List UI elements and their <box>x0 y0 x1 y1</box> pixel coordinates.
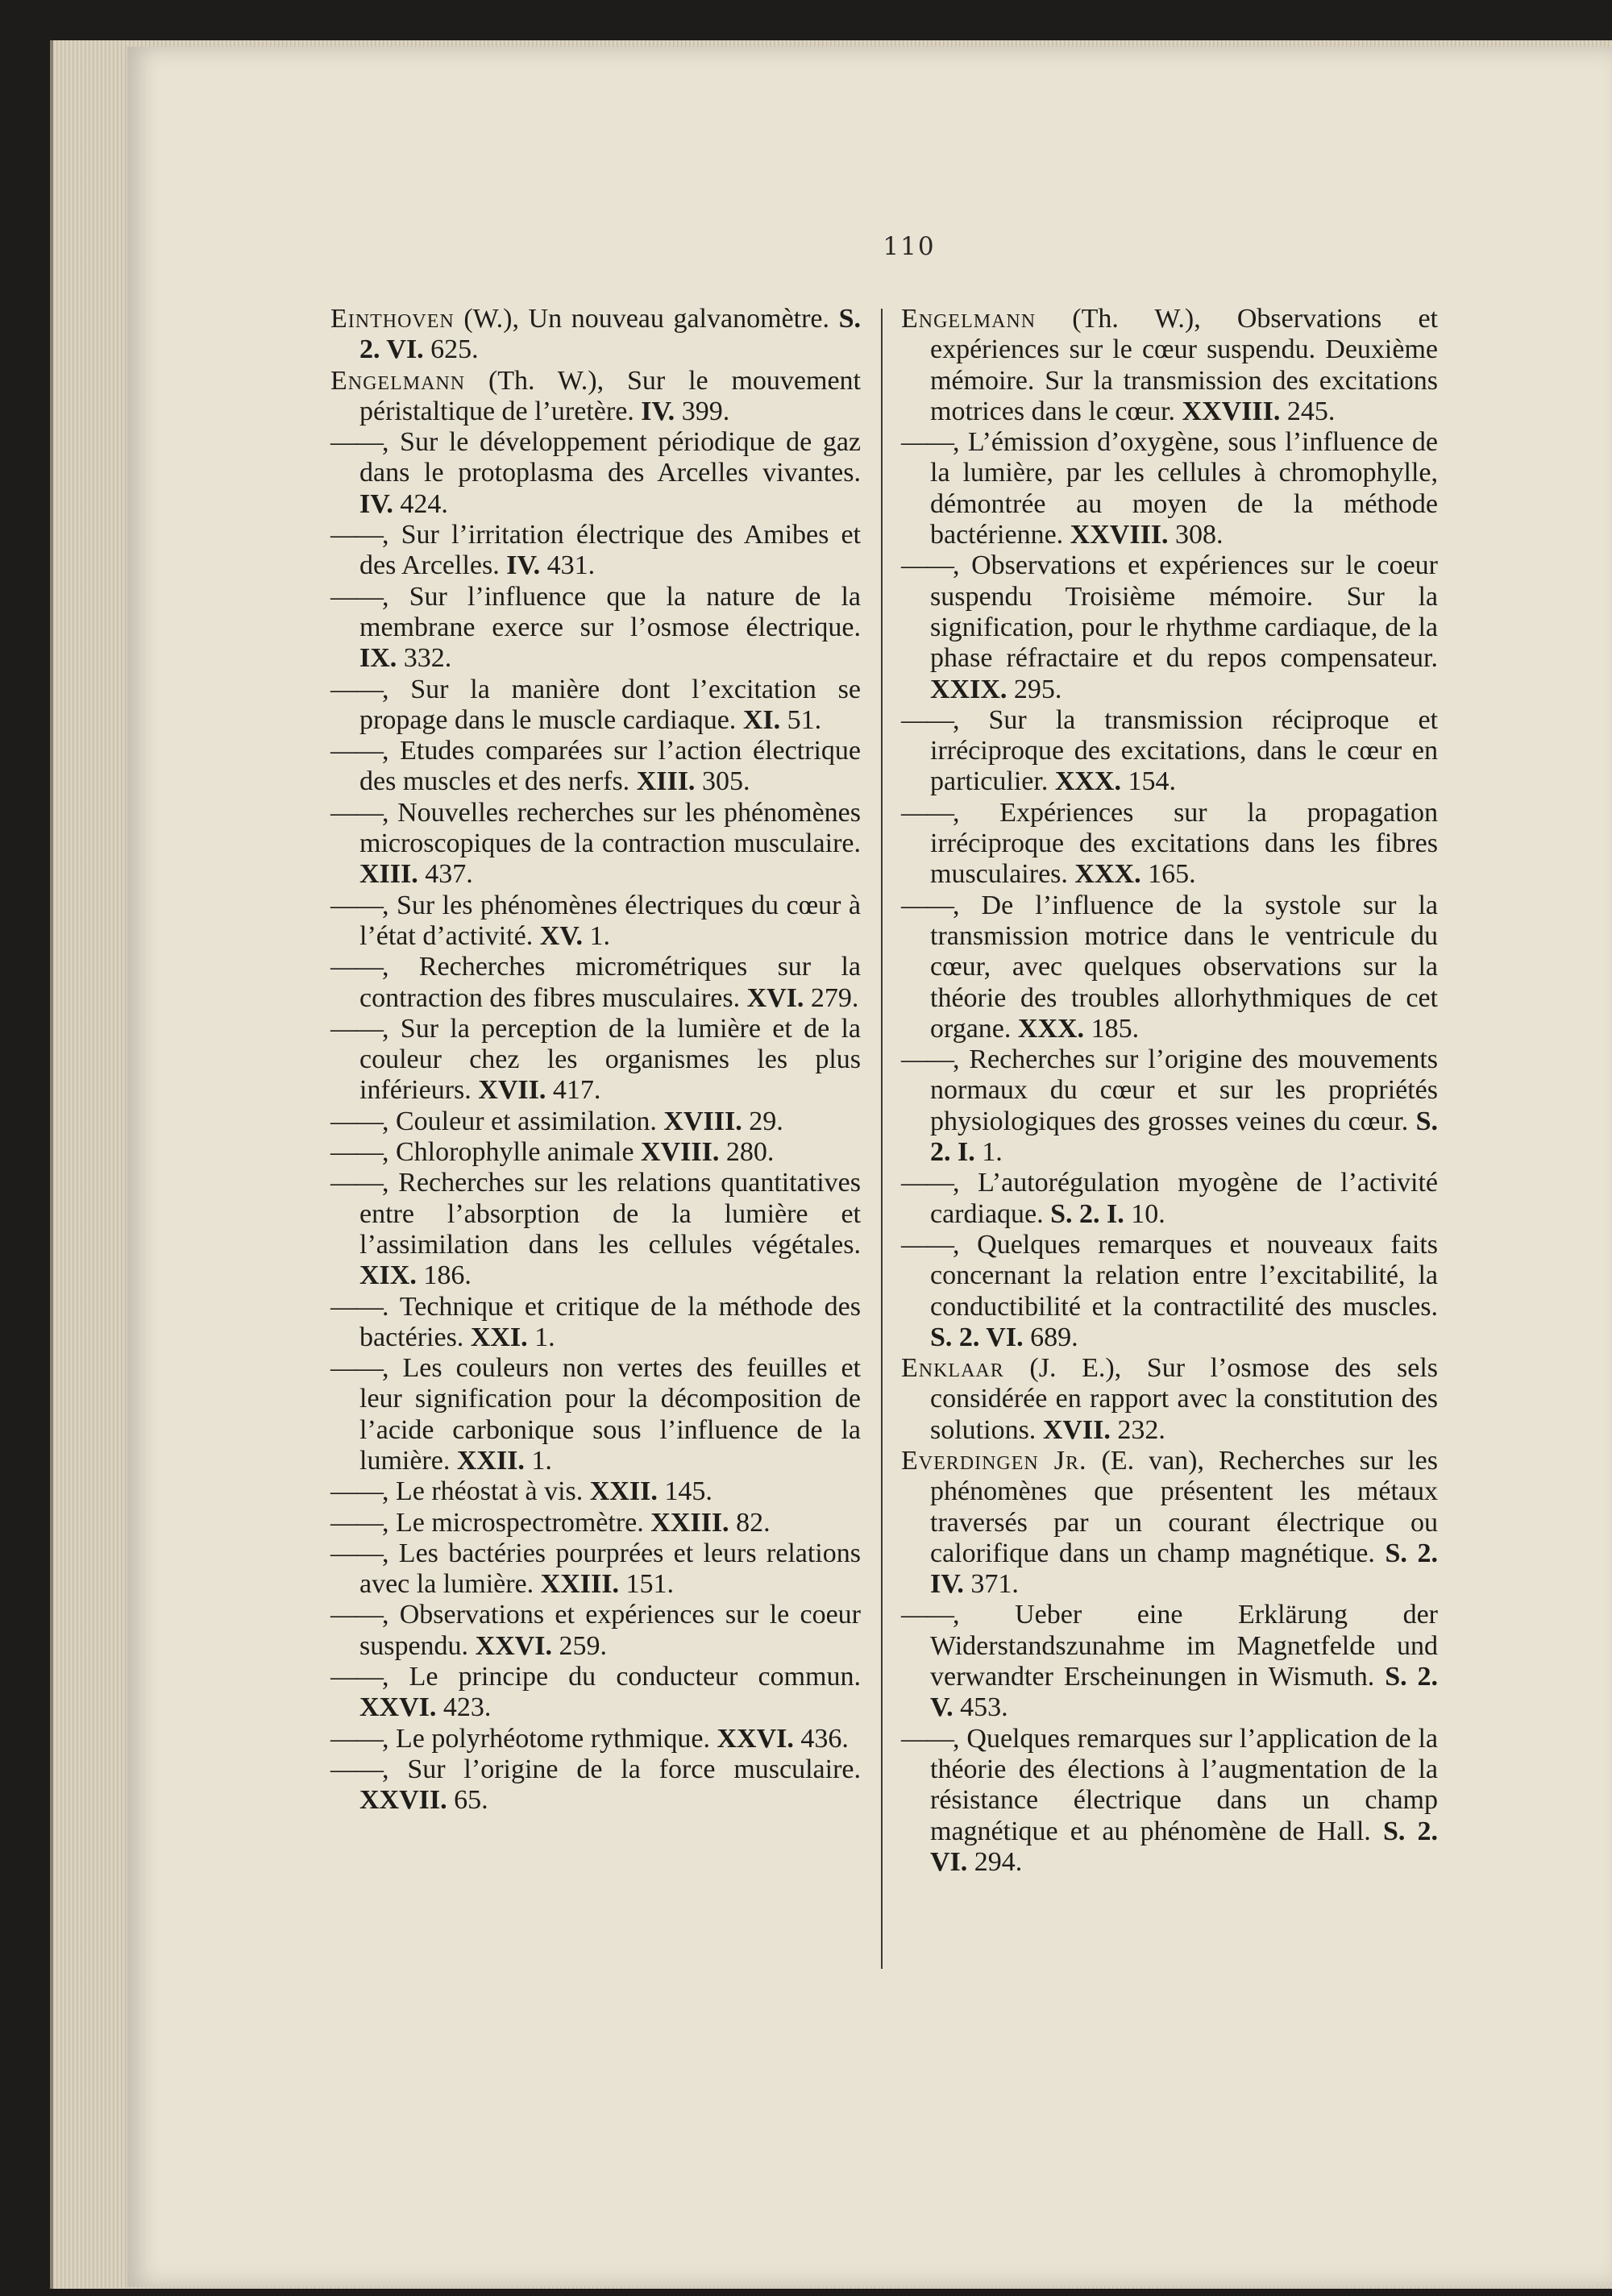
index-entry <box>901 1230 1438 1353</box>
page-reference: 245. <box>1280 396 1336 426</box>
page-reference: 305. <box>695 766 750 797</box>
ditto-dash: —— <box>330 1353 382 1384</box>
page-reference: 1. <box>974 1137 1003 1168</box>
index-column-left <box>330 304 861 1816</box>
entry-title: , Observations et expériences sur le coeur suspendu. <box>359 1600 861 1661</box>
entry-title: , Le rhéostat à vis. <box>382 1476 590 1507</box>
index-entry <box>330 1538 861 1601</box>
volume-reference: S. 2. IV. <box>930 1538 1438 1600</box>
volume-reference: XXII. <box>589 1476 658 1507</box>
volume-reference: XI. <box>742 704 781 735</box>
page-number: 110 <box>883 232 936 261</box>
index-column-right <box>901 304 1438 1878</box>
ditto-dash: —— <box>330 1106 382 1136</box>
volume-reference: XXVI. <box>475 1630 552 1661</box>
volume-reference: S. 2. I. <box>930 1106 1438 1168</box>
entry-title: , Le principe du conducteur commun. <box>382 1662 861 1692</box>
entry-title: , Recherches micrométriques sur la contraction des fibres musculaires. <box>359 952 861 1013</box>
page-reference: 185. <box>1084 1013 1140 1044</box>
author-name: Enklaar <box>901 1353 1004 1384</box>
entry-title: , Sur l’influence que la nature de la membrane exerce sur l’osmose électrique. <box>359 581 861 642</box>
page-reference: 294. <box>967 1846 1023 1877</box>
page-reference: 371. <box>963 1569 1019 1600</box>
entry-title: . Technique et critique de la méthode des bactéries. <box>359 1291 861 1352</box>
entry-title: , Recherches sur les relations quantitatives entre l’absorption de la lumière et l’assimilation dans les cellules végétales. <box>359 1168 861 1260</box>
page-reference: 280. <box>719 1137 775 1168</box>
volume-reference: IV. <box>641 396 675 426</box>
volume-reference: IV. <box>506 550 541 581</box>
index-entry <box>901 1446 1438 1600</box>
page-reference: 417. <box>546 1075 601 1106</box>
ditto-dash: —— <box>330 1013 382 1044</box>
page-reference: 1. <box>582 920 610 951</box>
volume-reference: S. 2. VI. <box>930 1816 1438 1877</box>
ditto-dash: —— <box>330 1507 382 1538</box>
page-reference: 232. <box>1110 1414 1165 1445</box>
page-reference: 399. <box>675 396 730 426</box>
author-name: Everdingen Jr. <box>901 1445 1087 1476</box>
entry-title: , Nouvelles recherches sur les phénomènes microscopiques de la contraction musculaire. <box>359 797 861 859</box>
ditto-dash: —— <box>901 1723 953 1754</box>
index-entry <box>330 736 861 798</box>
index-entry <box>330 675 861 737</box>
volume-reference: XXX. <box>1054 766 1121 797</box>
ditto-dash: —— <box>330 674 382 704</box>
volume-reference: IV. <box>359 488 393 519</box>
volume-reference: XXVI. <box>717 1723 794 1754</box>
entry-title: (Th. W.), Observations et expériences sur le cœur suspendu. Deuxième mémoire. Sur la transmission des excitations motrices dans le cœur. <box>930 304 1438 426</box>
volume-reference: XVI. <box>746 982 804 1013</box>
index-entry <box>330 1014 861 1106</box>
author-name: Engelmann <box>330 365 466 396</box>
ditto-dash: —— <box>330 1662 382 1692</box>
page-reference: 145. <box>657 1476 713 1507</box>
page-reference: 10. <box>1124 1198 1165 1229</box>
index-entry <box>901 1168 1438 1230</box>
entry-title: , Etudes comparées sur l’action électrique des muscles et des nerfs. <box>359 736 861 797</box>
volume-reference: XXIII. <box>540 1569 619 1600</box>
volume-reference: XIX. <box>359 1260 417 1291</box>
entry-title: , De l’influence de la systole sur la transmission motrice dans le ventricule du cœur, avec quelques observations sur la théorie des troubles allorhythmiques de cet organe. <box>930 890 1438 1044</box>
volume-reference: XVIII. <box>641 1137 720 1168</box>
index-entry <box>330 1292 861 1354</box>
index-entry <box>901 1724 1438 1878</box>
ditto-dash: —— <box>901 1600 953 1630</box>
index-entry <box>330 366 861 428</box>
page-reference: 1. <box>524 1445 552 1476</box>
volume-reference: XXX. <box>1017 1013 1085 1044</box>
ditto-dash: —— <box>330 1754 382 1784</box>
index-entry <box>330 891 861 953</box>
ditto-dash: —— <box>901 704 953 735</box>
index-entry <box>330 1600 861 1662</box>
entry-title: , Sur l’origine de la force musculaire. <box>382 1754 861 1784</box>
page-reference: 453. <box>953 1692 1008 1723</box>
index-entry <box>330 798 861 891</box>
volume-reference: S. 2. VI. <box>930 1322 1024 1352</box>
volume-reference: XXIX. <box>930 674 1008 704</box>
ditto-dash: —— <box>330 1137 382 1168</box>
page-reference: 1. <box>527 1322 555 1352</box>
volume-reference: XIII. <box>359 859 418 890</box>
volume-reference: XVIII. <box>663 1106 742 1136</box>
volume-reference: XVII. <box>478 1075 546 1106</box>
entry-title: , L’autorégulation myogène de l’activité cardiaque. <box>930 1168 1438 1229</box>
volume-reference: XXIII. <box>650 1507 729 1538</box>
index-entry <box>330 520 861 582</box>
index-entry <box>901 304 1438 427</box>
page-reference: 332. <box>397 643 452 674</box>
entry-title: , Couleur et assimilation. <box>382 1106 664 1136</box>
volume-reference: XXVIII. <box>1182 396 1281 426</box>
index-entry <box>330 1137 861 1168</box>
page-reference: 151. <box>618 1569 674 1600</box>
ditto-dash: —— <box>330 1600 382 1630</box>
ditto-dash: —— <box>901 1044 953 1075</box>
entry-title: , Quelques remarques sur l’application de la théorie des élections à l’augmentation de la résistance électrique dans un champ magnétique et au phénomène de Hall. <box>930 1723 1438 1846</box>
ditto-dash: —— <box>901 1168 953 1198</box>
entry-title: , Le polyrhéotome rythmique. <box>382 1723 717 1754</box>
index-entry <box>901 891 1438 1044</box>
page-reference: 186. <box>416 1260 472 1291</box>
index-entry <box>901 1600 1438 1723</box>
index-entry <box>330 582 861 675</box>
volume-reference: XV. <box>539 920 583 951</box>
volume-reference: XIII. <box>636 766 696 797</box>
index-entry <box>330 952 861 1014</box>
volume-reference: IX. <box>359 643 397 674</box>
entry-title: , Expériences sur la propagation irréciproque des excitations dans les fibres musculaires. <box>930 797 1438 890</box>
page-reference: 437. <box>418 859 473 890</box>
entry-title: (J. E.), Sur l’osmose des sels considérée en rapport avec la constitution des solutions. <box>930 1353 1438 1445</box>
author-name: Engelmann <box>901 304 1037 334</box>
author-name: Einthoven <box>330 304 455 334</box>
entry-title: , Quelques remarques et nouveaux faits concernant la relation entre l’excitabilité, la conductibilité et la contractilité des muscles. <box>930 1229 1438 1322</box>
index-entry <box>330 1754 861 1816</box>
ditto-dash: —— <box>330 797 382 828</box>
volume-reference: S. 2. V. <box>930 1662 1438 1723</box>
volume-reference: XXVIII. <box>1070 520 1169 550</box>
index-entry <box>330 1168 861 1291</box>
volume-reference: XXVII. <box>359 1785 447 1816</box>
ditto-dash: —— <box>330 520 382 550</box>
page-reference: 423. <box>436 1692 492 1723</box>
index-entry <box>330 1508 861 1538</box>
volume-reference: XXII. <box>456 1445 525 1476</box>
entry-title: , Observations et expériences sur le coeur suspendu Troisième mémoire. Sur la signification, pour le rhythme cardiaque, de la phase réfractaire et du repos compensateur. <box>930 550 1438 674</box>
ditto-dash: —— <box>330 1168 382 1198</box>
entry-title: , Les bactéries pourprées et leurs relations avec la lumière. <box>359 1538 861 1600</box>
index-entry <box>901 1353 1438 1446</box>
index-entry <box>330 304 861 366</box>
page-reference: 65. <box>447 1785 488 1816</box>
index-entry <box>330 1662 861 1724</box>
volume-reference: XXX. <box>1074 859 1141 890</box>
page-reference: 431. <box>540 550 596 581</box>
entry-title: (E. van), Recherches sur les phénomènes que présentent les métaux traversés par un courant électrique ou calorifique dans un champ magnétique. <box>930 1445 1438 1568</box>
index-entry <box>901 1044 1438 1168</box>
entry-title: , Sur la manière dont l’excitation se propage dans le muscle cardiaque. <box>359 674 861 735</box>
page-reference: 154. <box>1121 766 1176 797</box>
entry-title: , Recherches sur l’origine des mouvements normaux du cœur et sur les propriétés physiologiques des grosses veines du cœur. <box>930 1044 1438 1136</box>
index-entry <box>330 1106 861 1137</box>
volume-reference: S. 2. VI. <box>359 304 861 365</box>
entry-title: , Sur le développement périodique de gaz dans le protoplasma des Arcelles vivantes. <box>359 427 861 488</box>
ditto-dash: —— <box>330 1723 382 1754</box>
page-reference: 165. <box>1140 859 1196 890</box>
page-reference: 279. <box>804 982 859 1013</box>
index-entry <box>901 427 1438 550</box>
ditto-dash: —— <box>901 1229 953 1260</box>
page-reference: 424. <box>393 488 448 519</box>
index-entry <box>330 1353 861 1476</box>
page-reference: 29. <box>742 1106 783 1136</box>
page-reference: 295. <box>1007 674 1062 704</box>
entry-title: , Sur l’irritation électrique des Amibes et des Arcelles. <box>359 520 861 581</box>
entry-title: , Chlorophylle animale <box>382 1137 642 1168</box>
ditto-dash: —— <box>901 427 953 458</box>
page-reference: 436. <box>793 1723 849 1754</box>
index-entry <box>901 798 1438 891</box>
ditto-dash: —— <box>330 890 382 920</box>
index-entry <box>330 1724 861 1754</box>
entry-title: , Sur la perception de la lumière et de la couleur chez les organismes les plus inférieurs. <box>359 1013 861 1106</box>
entry-title: , Sur les phénomènes électriques du cœur à l’état d’activité. <box>359 890 861 951</box>
page-reference: 308. <box>1168 520 1224 550</box>
ditto-dash: —— <box>330 581 382 612</box>
ditto-dash: —— <box>901 797 953 828</box>
column-divider <box>881 309 883 1969</box>
page-reference: 625. <box>423 334 479 365</box>
ditto-dash: —— <box>330 1538 382 1568</box>
volume-reference: S. 2. I. <box>1050 1198 1124 1229</box>
ditto-dash: —— <box>330 1291 382 1322</box>
entry-title: , Ueber eine Erklärung der Widerstandszunahme im Magnetfelde und verwandter Erscheinungen in Wismuth. <box>930 1600 1438 1692</box>
index-entry <box>901 705 1438 798</box>
ditto-dash: —— <box>330 952 382 982</box>
page-reference: 259. <box>551 1630 607 1661</box>
ditto-dash: —— <box>330 736 382 766</box>
ditto-dash: —— <box>901 550 953 581</box>
entry-title: , Les couleurs non vertes des feuilles et leur signification pour la décomposition de l’acide carbonique sous l’influence de la lumière. <box>359 1353 861 1476</box>
page-reference: 82. <box>729 1507 771 1538</box>
entry-title: (W.), Un nouveau galvanomètre. <box>454 304 839 334</box>
page-reference: 689. <box>1023 1322 1078 1352</box>
volume-reference: XXVI. <box>359 1692 437 1723</box>
volume-reference: XVII. <box>1042 1414 1111 1445</box>
entry-title: , L’émission d’oxygène, sous l’influence de la lumière, par les cellules à chromophylle, démontrée au moyen de la méthode bactérienne. <box>930 427 1438 550</box>
index-entry <box>901 550 1438 704</box>
entry-title: (Th. W.), Sur le mouvement péristaltique de l’uretère. <box>359 365 861 426</box>
page-reference: 51. <box>780 704 822 735</box>
ditto-dash: —— <box>330 1476 382 1507</box>
index-entry <box>330 427 861 520</box>
index-entry <box>330 1476 861 1507</box>
volume-reference: XXI. <box>470 1322 528 1352</box>
entry-title: , Sur la transmission réciproque et irréciproque des excitations, dans le cœur en particulier. <box>930 704 1438 797</box>
ditto-dash: —— <box>330 427 382 458</box>
entry-title: , Le microspectromètre. <box>382 1507 651 1538</box>
ditto-dash: —— <box>901 890 953 920</box>
